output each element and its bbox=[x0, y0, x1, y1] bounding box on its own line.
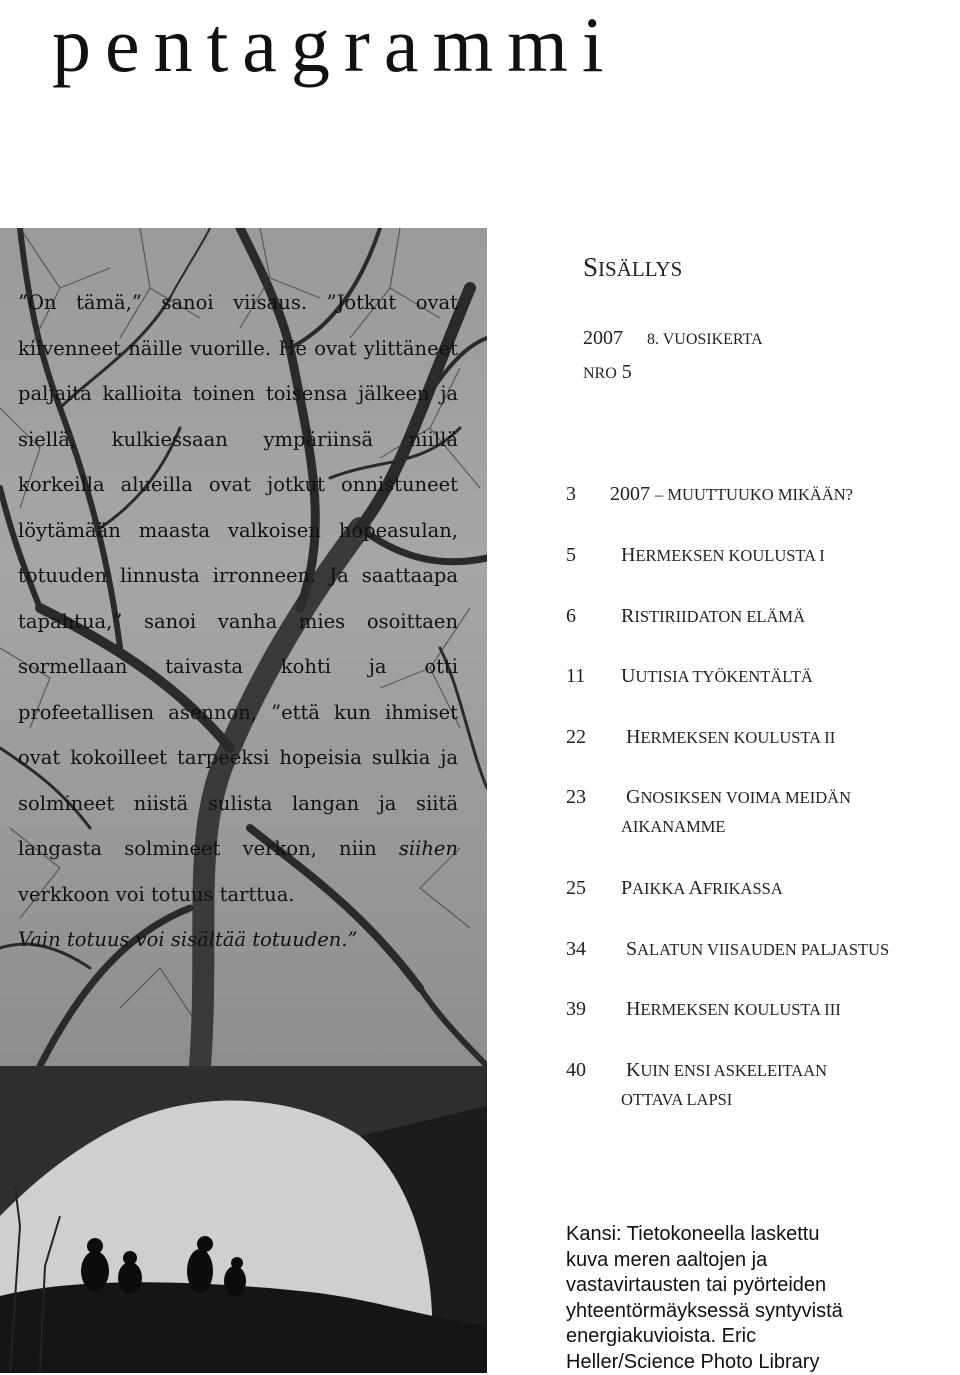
toc-title: 2007 – MUUTTUUKO MIKÄÄN? bbox=[610, 483, 853, 505]
toc-title: HERMEKSEN KOULUSTA I bbox=[621, 544, 825, 566]
masthead-title: pentagrammi bbox=[52, 1, 618, 88]
edition-issue-label: NRO bbox=[583, 365, 617, 382]
toc-heading-first: S bbox=[583, 252, 599, 282]
toc-page-number: 3 bbox=[566, 483, 576, 505]
toc-item bbox=[566, 782, 960, 842]
toc-title: UUTISIA TYÖKENTÄLTÄ bbox=[621, 665, 813, 687]
toc-page-number: 6 bbox=[566, 605, 576, 627]
quote-paragraph bbox=[18, 280, 458, 917]
toc-title: HERMEKSEN KOULUSTA II bbox=[626, 726, 836, 748]
edition-year: 2007 bbox=[583, 327, 623, 349]
quote-text-after: verkkoon voi totuus tarttua. bbox=[18, 882, 295, 906]
cover-caption: Kansi: Tietokoneella laskettu kuva meren aaltojen ja vastavirtausten tai pyörteiden yhteentörmäyksessä syntyvistä energiakuvioista. Eric Heller/Science Photo Library bbox=[566, 1223, 843, 1373]
quote-block bbox=[18, 280, 458, 963]
edition-info bbox=[583, 322, 763, 390]
edition-line-1 bbox=[583, 322, 763, 356]
toc-title: SALATUN VIISAUDEN PALJASTUS bbox=[626, 938, 890, 960]
toc-page-number: 40 bbox=[566, 1059, 586, 1081]
toc-page-number: 5 bbox=[566, 544, 576, 566]
toc-page-number: 25 bbox=[566, 877, 586, 899]
quote-text: ”On tämä,” sanoi viisaus. ”Jotkut ovat kiivenneet näille vuorille. He ovat ylittäneet paljaita kallioita toinen toisensa jälkeen ja siellä, kulkiessaan ympäriinsä niillä korkeilla alueilla ovat jotkut onnistuneet löytämään maasta valkoisen hopeasulan, totuuden linnusta irronneen. Ja saattaapa tapahtua,” sanoi vanha mies osoittaen sormellaan taivasta kohti ja otti profeetallisen asennon, ”että kun ihmiset ovat kokoilleet tarpeeksi hopeisia sulkia ja solmineet niistä sulista langan ja siitä langasta solmineet verkon, niin bbox=[18, 291, 458, 860]
toc-page-number: 22 bbox=[566, 726, 586, 748]
rock-arch-image bbox=[0, 1066, 487, 1373]
toc-title: RISTIRIIDATON ELÄMÄ bbox=[621, 605, 805, 627]
edition-issue-number: 5 bbox=[621, 361, 632, 383]
toc-title: KUIN ENSI ASKELEITAAN bbox=[626, 1059, 828, 1081]
rock-arch-photo bbox=[0, 1066, 487, 1373]
quote-closing: Vain totuus voi sisältää totuuden.” bbox=[18, 928, 358, 951]
edition-volume: 8. VUOSIKERTA bbox=[647, 331, 763, 348]
toc-title: GNOSIKSEN VOIMA MEIDÄN bbox=[626, 786, 851, 808]
toc-page-number: 23 bbox=[566, 786, 586, 808]
toc-heading bbox=[583, 252, 682, 283]
toc-title-line2: AIKANAMME bbox=[621, 817, 726, 836]
toc-heading-rest: ISÄLLYS bbox=[598, 257, 683, 281]
toc-title: PAIKKA AFRIKASSA bbox=[621, 877, 783, 899]
toc-title: HERMEKSEN KOULUSTA III bbox=[626, 998, 841, 1020]
quote-emphasis: siihen bbox=[398, 837, 459, 860]
toc-item bbox=[566, 1055, 960, 1115]
toc-page-number: 39 bbox=[566, 998, 586, 1020]
edition-line-2 bbox=[583, 356, 763, 390]
toc-title-line2: OTTAVA LAPSI bbox=[621, 1090, 733, 1109]
toc-page-number: 34 bbox=[566, 938, 586, 960]
toc-page-number: 11 bbox=[566, 665, 586, 687]
